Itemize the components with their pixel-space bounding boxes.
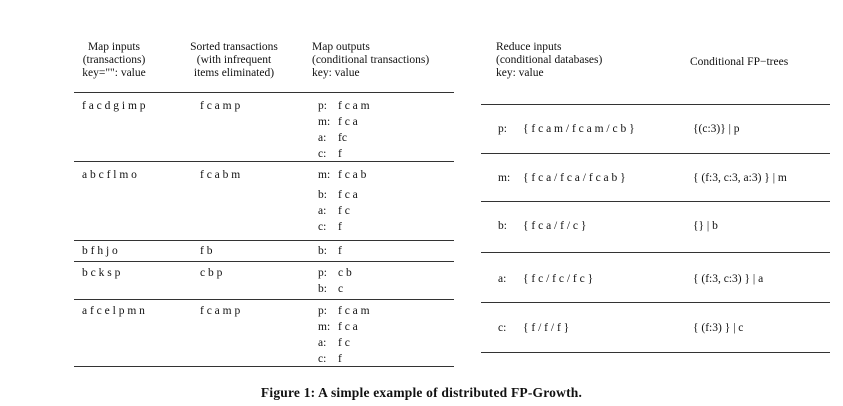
- map-output-row: [318, 319, 370, 335]
- map-output-row: [318, 130, 370, 146]
- header-line: Reduce inputs: [496, 41, 562, 53]
- map-output-cell: [318, 167, 366, 235]
- output-value: f c a m: [338, 100, 370, 112]
- map-input-cell: b f h j o: [82, 245, 118, 257]
- map-input-cell: b c k s p: [82, 267, 121, 279]
- map-output-row: [318, 281, 352, 297]
- header-map-inputs: [74, 41, 154, 80]
- output-value: f c: [338, 205, 350, 217]
- fp-tree-cell: { (f:3, c:3, a:3) } | m: [693, 172, 787, 184]
- output-key: a:: [318, 205, 327, 217]
- header-line: Map inputs: [87, 41, 141, 53]
- header-line: (with infrequent: [196, 54, 272, 66]
- fp-tree-cell: { (f:3) } | c: [693, 322, 744, 334]
- reduce-value: { f c a / f / c }: [523, 220, 587, 232]
- header-line: Map outputs: [312, 41, 370, 53]
- map-output-cell: [318, 98, 370, 162]
- output-key: m:: [318, 169, 331, 181]
- output-key: c:: [318, 221, 327, 233]
- reduce-key: a:: [498, 273, 507, 285]
- reduce-key: c:: [498, 322, 507, 334]
- output-value: f c a: [338, 189, 358, 201]
- rule: [481, 153, 830, 154]
- map-input-cell: a f c e l p m n: [82, 305, 145, 317]
- sorted-cell: f c a m p: [200, 305, 241, 317]
- map-input-cell: a b c f l m o: [82, 169, 137, 181]
- rule: [74, 299, 454, 300]
- output-key: p:: [318, 305, 327, 317]
- header-reduce-inputs: [496, 41, 656, 80]
- rule: [481, 352, 830, 353]
- sorted-cell: f b: [200, 245, 213, 257]
- output-key: c:: [318, 148, 327, 160]
- output-key: p:: [318, 100, 327, 112]
- output-key: b:: [318, 245, 327, 257]
- output-value: f: [338, 148, 342, 160]
- rule: [74, 92, 454, 93]
- map-output-cell: [318, 303, 370, 367]
- output-value: f: [338, 245, 342, 257]
- map-output-row: [318, 351, 370, 367]
- reduce-key: b:: [498, 220, 507, 232]
- output-key: a:: [318, 337, 327, 349]
- reduce-value: { f c a m / f c a m / c b }: [523, 123, 635, 135]
- sorted-cell: f c a b m: [200, 169, 241, 181]
- reduce-value: { f c a / f c a / f c a b }: [523, 172, 626, 184]
- map-output-row: [318, 146, 370, 162]
- header-line: (conditional transactions): [312, 54, 430, 66]
- rule: [74, 261, 454, 262]
- reduce-value: { f / f / f }: [523, 322, 570, 334]
- map-output-row: [318, 203, 366, 219]
- rule: [481, 104, 830, 105]
- map-output-row: [318, 98, 370, 114]
- map-output-cell: [318, 243, 342, 259]
- header-sorted-transactions: [180, 41, 288, 80]
- header-line: (transactions): [82, 54, 146, 66]
- map-output-row: [318, 219, 366, 235]
- figure-caption: Figure 1: A simple example of distributed FP-Growth.: [260, 385, 583, 400]
- rule: [74, 240, 454, 241]
- rule: [74, 366, 454, 367]
- header-line: items eliminated): [193, 67, 275, 79]
- output-value: f: [338, 221, 342, 233]
- output-key: a:: [318, 132, 327, 144]
- rule: [481, 201, 830, 202]
- reduce-key: m:: [498, 172, 511, 184]
- map-output-cell: [318, 265, 352, 297]
- output-key: m:: [318, 116, 331, 128]
- output-value: f c a: [338, 116, 358, 128]
- rule: [481, 252, 830, 253]
- output-key: c:: [318, 353, 327, 365]
- reduce-value: { f c / f c / f c }: [523, 273, 594, 285]
- rule: [481, 302, 830, 303]
- output-value: f c a m: [338, 305, 370, 317]
- output-key: p:: [318, 267, 327, 279]
- output-key: b:: [318, 189, 327, 201]
- header-conditional-fp-trees: Conditional FP−trees: [690, 56, 789, 68]
- map-output-row: [318, 243, 342, 259]
- output-value: f c: [338, 337, 350, 349]
- output-key: b:: [318, 283, 327, 295]
- header-line: key: value: [312, 67, 360, 79]
- sorted-cell: c b p: [200, 267, 223, 279]
- map-input-cell: f a c d g i m p: [82, 100, 146, 112]
- map-output-row: [318, 167, 366, 183]
- sorted-cell: f c a m p: [200, 100, 241, 112]
- output-key: m:: [318, 321, 331, 333]
- map-output-row: [318, 335, 370, 351]
- output-value: c b: [338, 267, 352, 279]
- map-output-row: [318, 303, 370, 319]
- fp-tree-cell: {(c:3)} | p: [693, 123, 740, 135]
- output-value: f c a b: [338, 169, 367, 181]
- header-line: Sorted transactions: [190, 41, 278, 53]
- header-line: key: value: [496, 67, 544, 79]
- header-line: (conditional databases): [496, 54, 603, 66]
- map-output-row: [318, 187, 366, 203]
- output-value: f: [338, 353, 342, 365]
- map-output-row: [318, 114, 370, 130]
- fp-tree-cell: {} | b: [693, 220, 718, 232]
- rule: [74, 161, 454, 162]
- header-map-outputs: [312, 41, 452, 80]
- map-output-row: [318, 265, 352, 281]
- reduce-key: p:: [498, 123, 507, 135]
- output-value: c: [338, 283, 344, 295]
- output-value: f c a: [338, 321, 358, 333]
- header-line: key="": value: [82, 67, 146, 79]
- output-value: fc: [338, 132, 347, 144]
- fp-tree-cell: { (f:3, c:3) } | a: [693, 273, 764, 285]
